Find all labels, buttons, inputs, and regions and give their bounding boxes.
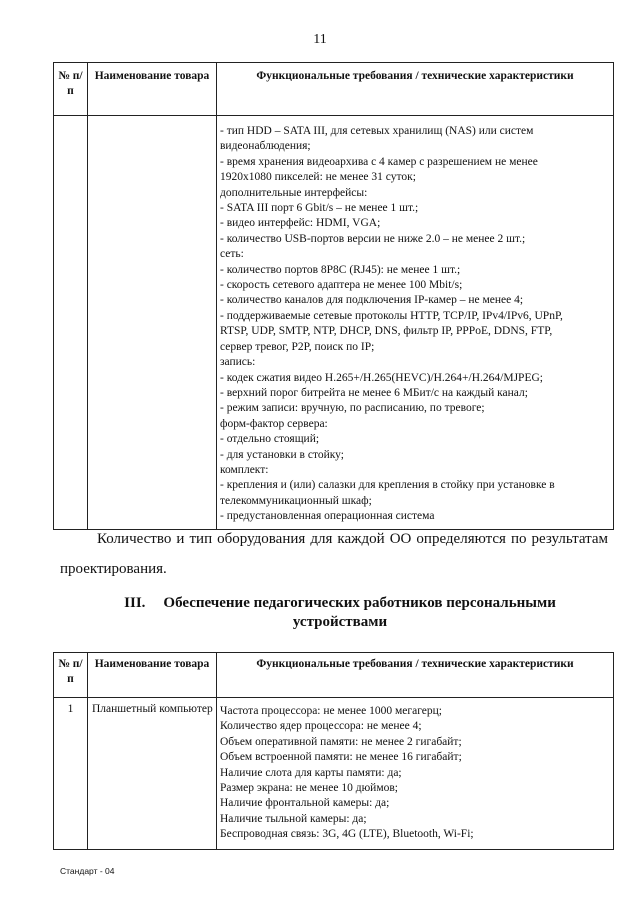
spec-line: - время хранения видеоархива с 4 камер с разрешением не менее: [220, 155, 538, 168]
spec-line: RTSP, UDP, SMTP, NTP, DHCP, DNS, фильтр IP, PPPoE, DDNS, FTP,: [220, 325, 553, 338]
column-header-number: № п/п: [54, 653, 88, 698]
product-name-cell: [88, 116, 217, 530]
spec-line: Беспроводная связь: 3G, 4G (LTE), Bluetooth, Wi-Fi;: [220, 828, 474, 841]
spec-line: - тип HDD – SATA III, для сетевых хранилищ (NAS) или систем: [220, 125, 534, 137]
spec-line: телекоммуникационный шкаф;: [220, 494, 372, 507]
spec-line: Количество ядер процессора: не менее 4;: [220, 720, 422, 733]
spec-line: Наличие слота для карты памяти: да;: [220, 766, 402, 779]
spec-cell: [217, 116, 614, 530]
spec-table-teacher-devices: [53, 652, 614, 850]
table-row: [54, 698, 614, 850]
section-title-line: устройствами: [292, 614, 388, 630]
spec-line: - режим записи: вручную, по расписанию, по тревоге;: [220, 402, 485, 415]
page-number: 11: [313, 32, 327, 47]
spec-line: - крепления и (или) салазки для крепления в стойку при установке в: [220, 479, 555, 492]
spec-line: форм-фактор сервера:: [220, 417, 328, 430]
spec-line: сервер тревог, P2P, поиск по IP;: [220, 340, 375, 353]
column-header-product-name: Наименование товара: [88, 63, 217, 116]
section-heading: [80, 594, 600, 632]
spec-line: запись:: [220, 356, 256, 369]
spec-line: дополнительные интерфейсы:: [220, 186, 368, 199]
spec-line: - верхний порог битрейта не менее 6 МБит/с на каждый канал;: [220, 386, 528, 399]
product-name-cell: Планшетный компьютер: [88, 698, 217, 850]
section-number: III.: [124, 595, 146, 611]
paragraph-line: проектирования.: [60, 561, 167, 577]
spec-line: Наличие тыльной камеры: да;: [220, 812, 367, 825]
spec-line: Объем встроенной памяти: не менее 16 гигабайт;: [220, 751, 462, 764]
spec-line: Частота процессора: не менее 1000 мегагерц;: [220, 705, 442, 717]
spec-line: Размер экрана: не менее 10 дюймов;: [220, 782, 398, 795]
spec-line: - видео интерфейс: HDMI, VGA;: [220, 217, 381, 230]
row-number-cell: 1: [54, 698, 88, 850]
spec-line: - количество каналов для подключения IP-камер – не менее 4;: [220, 294, 524, 307]
column-header-specifications: Функциональные требования / технические характеристики: [217, 653, 614, 698]
spec-line: - количество USB-портов версии не ниже 2.0 – не менее 2 шт.;: [220, 232, 526, 245]
spec-line: Объем оперативной памяти: не менее 2 гигабайт;: [220, 735, 462, 748]
spec-line: - количество портов 8P8C (RJ45): не менее 1 шт.;: [220, 263, 461, 276]
column-header-product-name: Наименование товара: [88, 653, 217, 698]
spec-line: видеонаблюдения;: [220, 140, 311, 153]
spec-line: - отдельно стоящий;: [220, 433, 320, 446]
footer-standard-label: Стандарт - 04: [60, 866, 115, 876]
spec-line: - скорость сетевого адаптера не менее 100 Mbit/s;: [220, 279, 463, 292]
spec-line: - предустановленная операционная система: [220, 510, 435, 523]
spec-cell: [217, 698, 614, 850]
body-paragraph: [60, 524, 608, 584]
spec-line: - поддерживаемые сетевые протоколы HTTP, TCP/IP, IPv4/IPv6, UPnP,: [220, 309, 563, 322]
table-header-row: [54, 653, 614, 698]
column-header-number: № п/п: [54, 63, 88, 116]
paragraph-line: Количество и тип оборудования для каждой ОО определяются по результатам: [97, 531, 608, 547]
spec-line: Наличие фронтальной камеры: да;: [220, 797, 390, 810]
table-body: [54, 698, 614, 850]
spec-line: сеть:: [220, 248, 244, 261]
section-title-line: Обеспечение педагогических работников персональными: [163, 595, 556, 611]
row-number-cell: [54, 116, 88, 530]
table-header-row: [54, 63, 614, 116]
spec-line: 1920x1080 пикселей: не менее 31 суток;: [220, 171, 416, 184]
spec-line: - SATA III порт 6 Gbit/s – не менее 1 шт.;: [220, 202, 419, 215]
table-body: [54, 116, 614, 530]
table-row: [54, 116, 614, 530]
spec-line: - кодек сжатия видео H.265+/H.265(HEVC)/H.264+/H.264/MJPEG;: [220, 371, 543, 384]
column-header-specifications: Функциональные требования / технические характеристики: [217, 63, 614, 116]
spec-table-network-storage: [53, 62, 614, 530]
spec-line: комплект:: [220, 463, 269, 476]
spec-line: - для установки в стойку;: [220, 448, 344, 461]
